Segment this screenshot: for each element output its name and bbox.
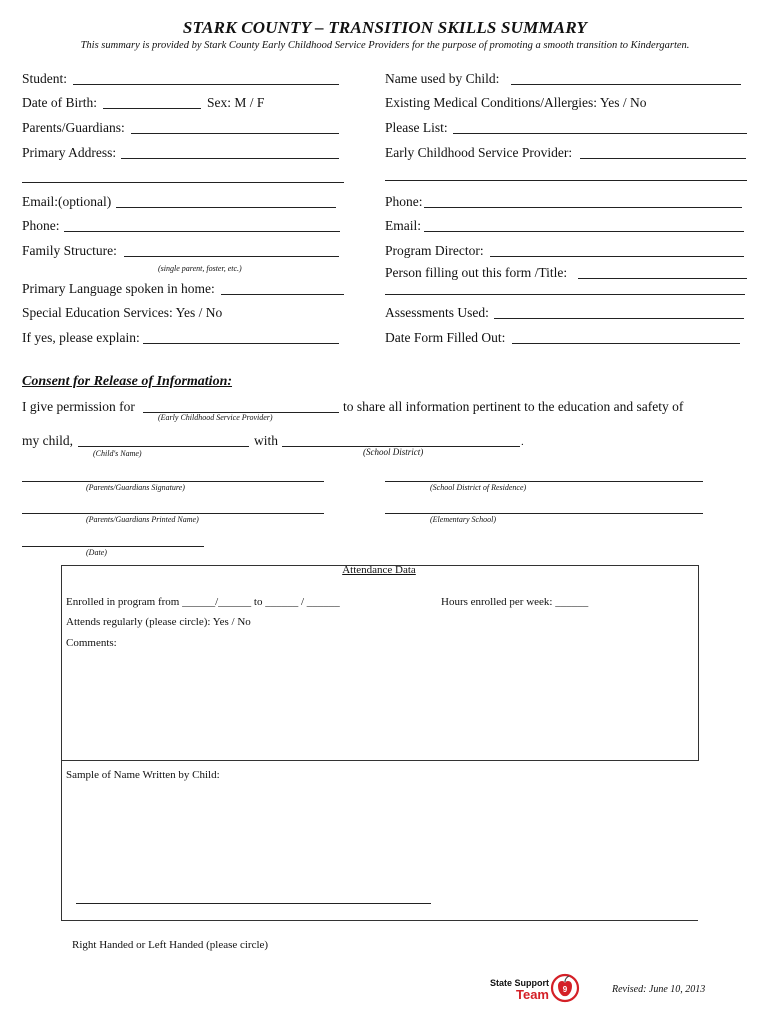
printed-name-label: (Parents/Guardians Printed Name) <box>86 515 199 524</box>
provider-label: Early Childhood Service Provider: <box>385 145 573 160</box>
parents-label: Parents/Guardians: <box>22 120 125 135</box>
printed-name-line[interactable] <box>22 513 324 514</box>
state-support-team-logo <box>490 970 590 1010</box>
logo-number: 9 <box>562 985 568 994</box>
student-line[interactable] <box>73 84 339 85</box>
sample-name-line[interactable] <box>76 903 431 904</box>
director-label: Program Director: <box>385 243 484 258</box>
residence-line[interactable] <box>385 481 703 482</box>
please-list-line[interactable] <box>453 133 747 134</box>
address-line-2[interactable] <box>22 182 344 183</box>
my-child-text: my child, <box>22 433 73 448</box>
apple-icon <box>550 970 580 1004</box>
name-used-line[interactable] <box>511 84 741 85</box>
right-phone-line[interactable] <box>424 207 742 208</box>
assessments-line[interactable] <box>494 318 744 319</box>
date-label: (Date) <box>86 548 107 557</box>
attendance-box <box>61 565 699 761</box>
elementary-line[interactable] <box>385 513 703 514</box>
comments-label: Comments: <box>66 637 117 649</box>
right-phone-label: Phone: <box>385 194 423 209</box>
period-text: . <box>521 436 524 448</box>
right-email-line[interactable] <box>424 231 744 232</box>
family-line[interactable] <box>124 256 339 257</box>
logo-line1: State Support <box>490 978 550 988</box>
director-line[interactable] <box>490 256 744 257</box>
date-filled-label: Date Form Filled Out: <box>385 330 506 345</box>
phone-label: Phone: <box>22 218 60 233</box>
right-email-label: Email: <box>385 218 421 233</box>
special-ed-label: Special Education Services: Yes / No <box>22 305 223 320</box>
school-district-label: (School District) <box>363 447 424 457</box>
medical-label: Existing Medical Conditions/Allergies: Yes / No <box>385 95 647 110</box>
sample-box-bottom <box>61 920 698 921</box>
family-label: Family Structure: <box>22 243 117 258</box>
person-line-2[interactable] <box>385 294 745 295</box>
form-subtitle: This summary is provided by Stark County Early Childhood Service Providers for the purpose of promoting a smooth transition to Kindergarten. <box>80 40 690 51</box>
please-list-label: Please List: <box>385 120 448 135</box>
share-text: to share all information pertinent to the education and safety of <box>343 399 684 414</box>
name-used-label: Name used by Child: <box>385 71 500 86</box>
date-line[interactable] <box>22 546 204 547</box>
sample-label: Sample of Name Written by Child: <box>66 769 220 781</box>
consent-heading: Consent for Release of Information: <box>22 374 233 389</box>
sex-label: Sex: M / F <box>207 95 265 110</box>
family-hint: (single parent, foster, etc.) <box>158 264 242 273</box>
parents-line[interactable] <box>131 133 339 134</box>
signature-label: (Parents/Guardians Signature) <box>86 483 185 492</box>
enrolled-text[interactable]: Enrolled in program from ______/______ to ______ / ______ <box>66 596 340 608</box>
elementary-label: (Elementary School) <box>430 515 496 524</box>
signature-line[interactable] <box>22 481 324 482</box>
residence-label: (School District of Residence) <box>430 483 527 492</box>
person-label: Person filling out this form /Title: <box>385 265 568 280</box>
date-filled-line[interactable] <box>512 343 740 344</box>
person-line-1[interactable] <box>578 278 747 279</box>
provider-permission-label: (Early Childhood Service Provider) <box>158 413 273 422</box>
explain-label: If yes, please explain: <box>22 330 140 345</box>
dob-label: Date of Birth: <box>22 95 97 110</box>
phone-line[interactable] <box>64 231 340 232</box>
form-title: STARK COUNTY – TRANSITION SKILLS SUMMARY <box>182 18 588 37</box>
student-label: Student: <box>22 71 68 86</box>
child-name-label: (Child's Name) <box>93 449 142 458</box>
child-name-line[interactable] <box>78 446 249 447</box>
email-label: Email:(optional) <box>22 194 112 209</box>
language-label: Primary Language spoken in home: <box>22 281 215 296</box>
with-text: with <box>254 433 279 448</box>
attendance-heading: Attendance Data <box>342 564 416 576</box>
assessments-label: Assessments Used: <box>385 305 489 320</box>
attends-text[interactable]: Attends regularly (please circle): Yes / No <box>66 616 251 628</box>
explain-line[interactable] <box>143 343 339 344</box>
revised-date: Revised: June 10, 2013 <box>612 984 706 995</box>
provider-line-1[interactable] <box>580 158 746 159</box>
sample-box-left <box>61 759 62 920</box>
dob-line[interactable] <box>103 108 201 109</box>
address-line-1[interactable] <box>121 158 339 159</box>
handed-text[interactable]: Right Handed or Left Handed (please circle) <box>72 939 269 951</box>
hours-text[interactable]: Hours enrolled per week: ______ <box>441 596 589 608</box>
logo-line2: Team <box>516 987 549 1002</box>
provider-line-2[interactable] <box>385 180 747 181</box>
language-line[interactable] <box>221 294 344 295</box>
give-permission-text: I give permission for <box>22 399 135 414</box>
email-line[interactable] <box>116 207 336 208</box>
address-label: Primary Address: <box>22 145 117 160</box>
